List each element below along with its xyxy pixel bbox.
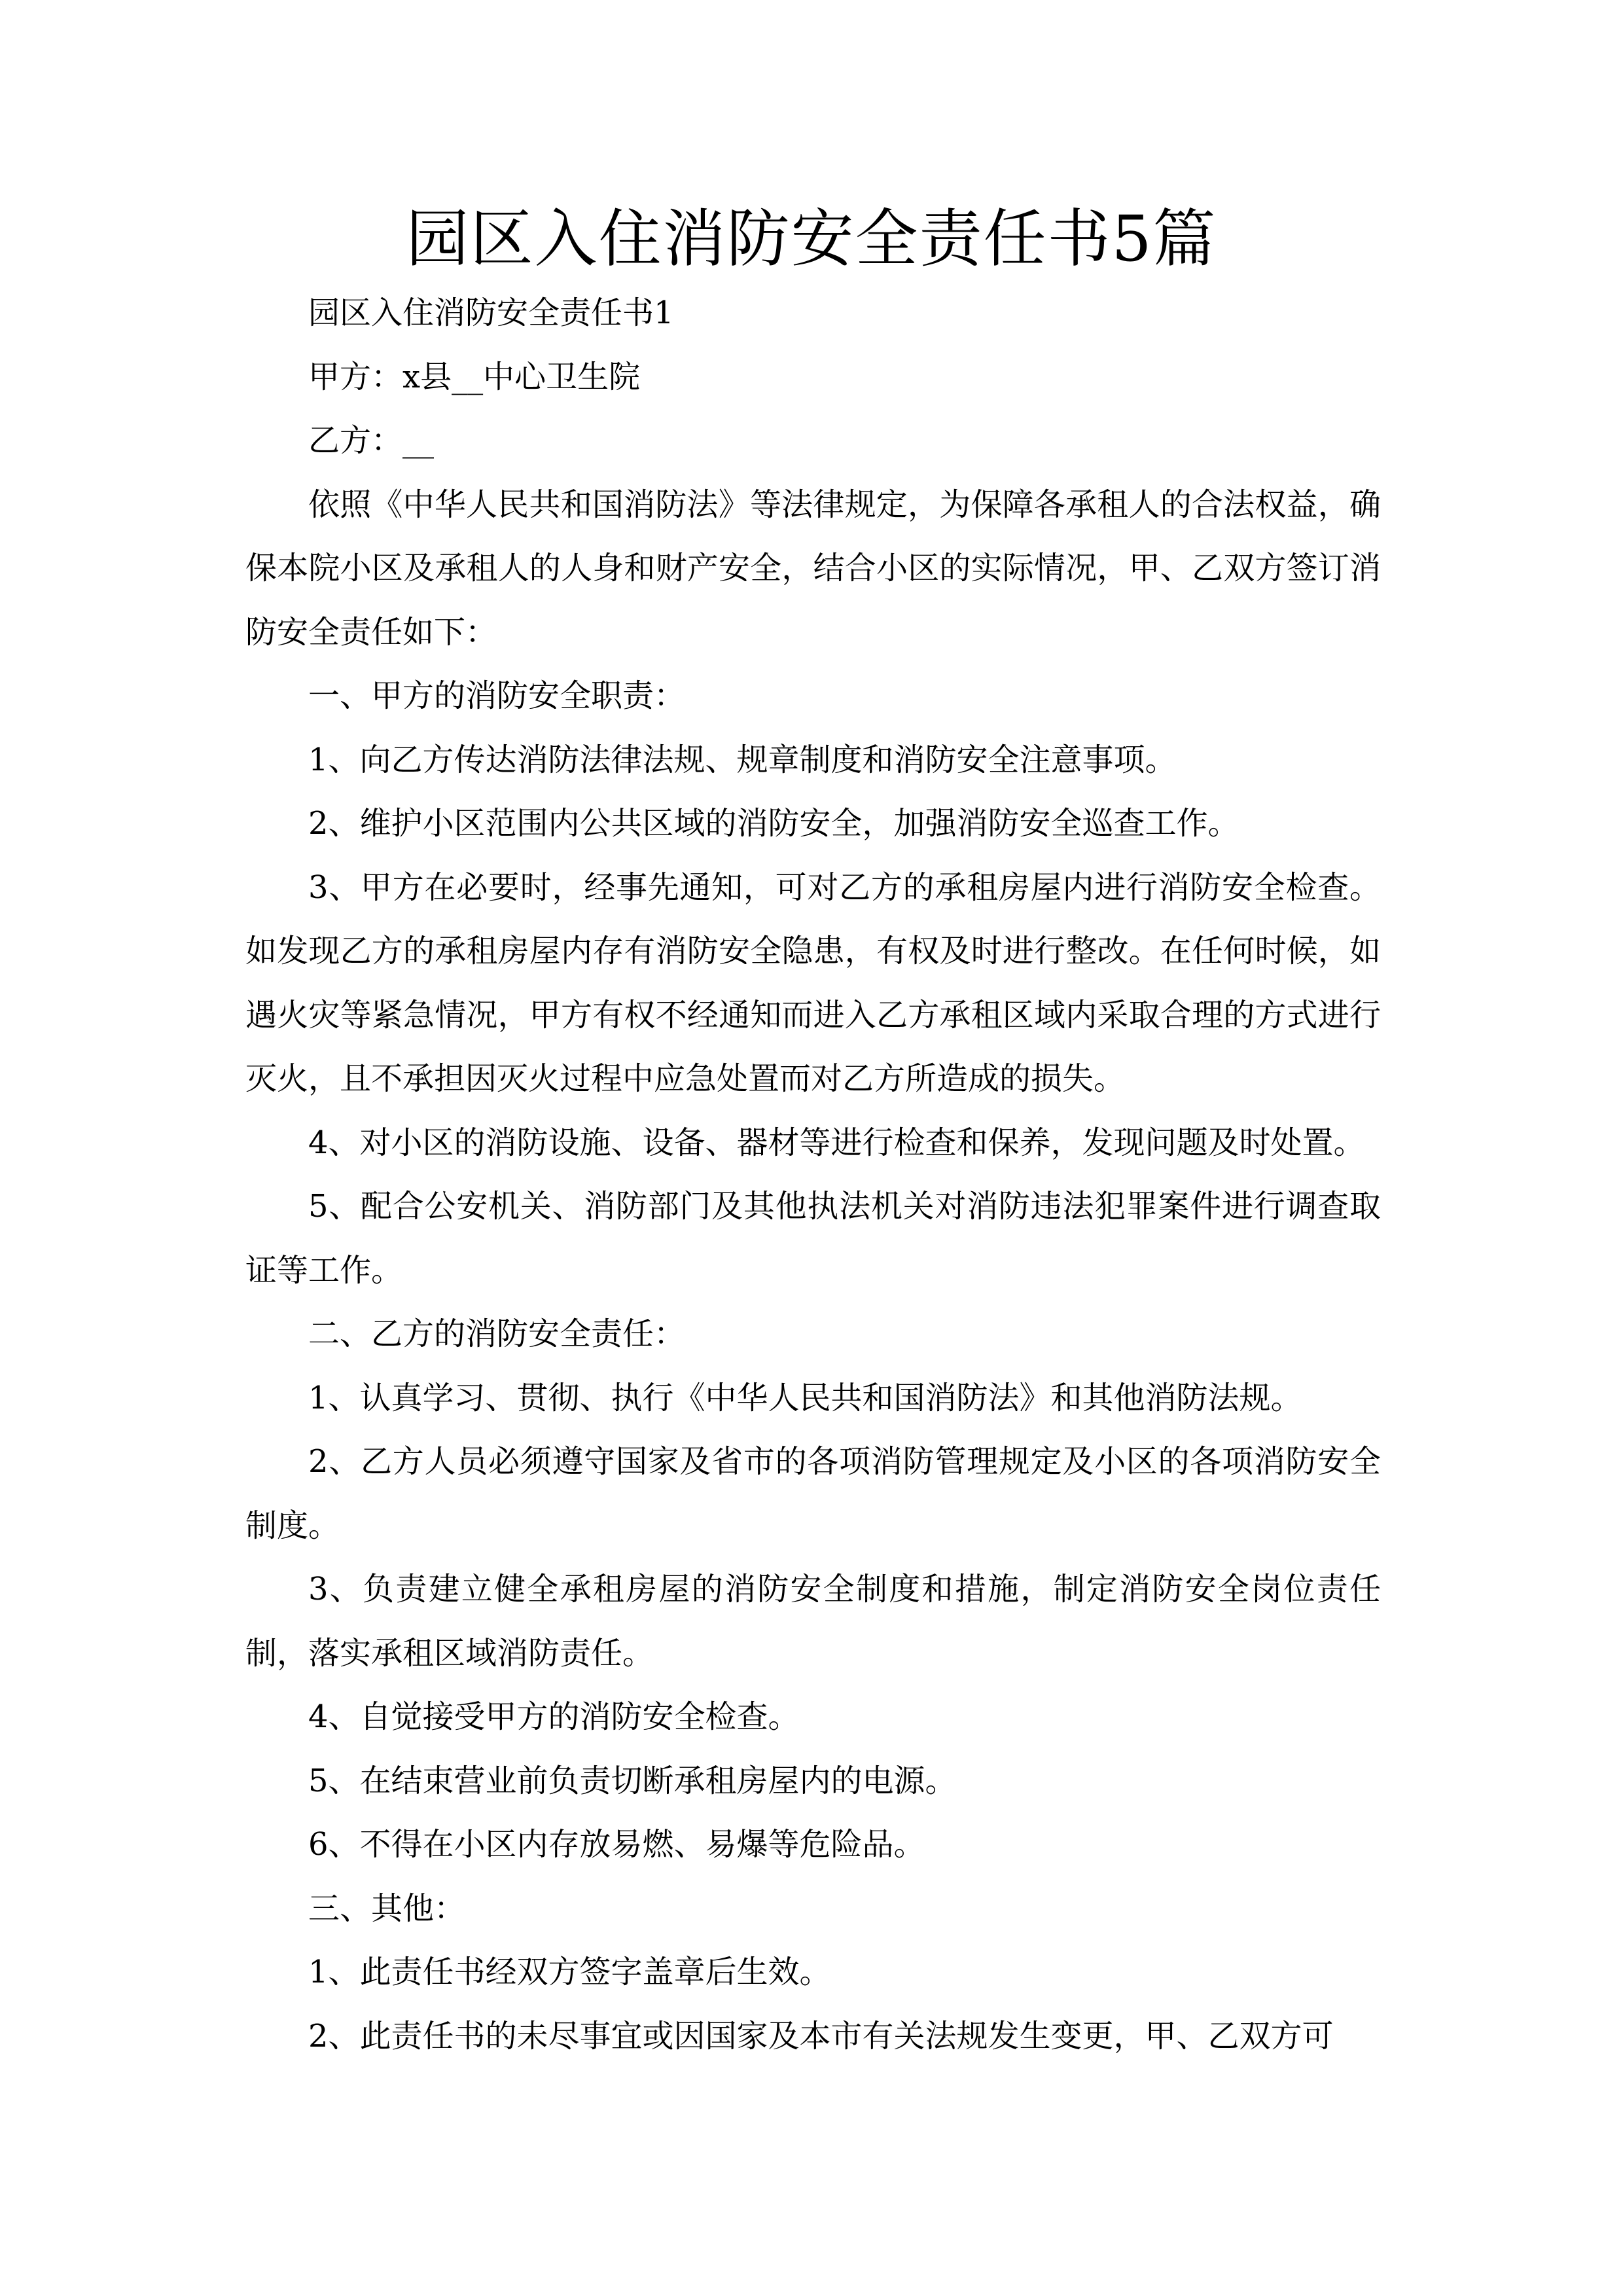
- clause-item: 1、向乙方传达消防法律法规、规章制度和消防安全注意事项。: [308, 741, 1177, 778]
- clause-item: 6、不得在小区内存放易燃、易爆等危险品。: [308, 1826, 925, 1863]
- section-heading-1: 园区入住消防安全责任书1: [308, 295, 674, 331]
- clause-item: 3、负责建立健全承租房屋的消防安全制度和措施，制定消防安全岗位责任制，落实承租区域消防责任。: [245, 1571, 1381, 1672]
- clause-heading-other: 三、其他：: [308, 1890, 466, 1927]
- clause-item: 2、乙方人员必须遵守国家及省市的各项消防管理规定及小区的各项消防安全制度。: [245, 1443, 1381, 1544]
- intro-paragraph: 依照《中华人民共和国消防法》等法律规定，为保障各承租人的合法权益，确保本院小区及承租人的人身和财产安全，结合小区的实际情况，甲、乙双方签订消防安全责任如下：: [245, 486, 1381, 651]
- clause-item: 4、自觉接受甲方的消防安全检查。: [308, 1698, 800, 1735]
- clause-heading-party-a: 一、甲方的消防安全职责：: [308, 677, 686, 714]
- clause-item: 5、在结束营业前负责切断承租房屋内的电源。: [308, 1762, 957, 1799]
- document-title: 园区入住消防安全责任书5篇: [406, 202, 1217, 276]
- clause-item: 2、维护小区范围内公共区域的消防安全，加强消防安全巡查工作。: [308, 805, 1240, 842]
- party-b-line: 乙方：__: [308, 422, 435, 459]
- clause-heading-party-b: 二、乙方的消防安全责任：: [308, 1316, 686, 1352]
- clause-item: 5、配合公安机关、消防部门及其他执法机关对消防违法犯罪案件进行调查取证等工作。: [245, 1188, 1381, 1289]
- clause-item: 4、对小区的消防设施、设备、器材等进行检查和保养，发现问题及时处置。: [308, 1124, 1365, 1161]
- party-a-line: 甲方：x县__中心卫生院: [308, 358, 641, 395]
- clause-item: 2、此责任书的未尽事宜或因国家及本市有关法规发生变更，甲、乙双方可: [308, 2017, 1334, 2054]
- clause-item: 1、此责任书经双方签字盖章后生效。: [308, 1954, 831, 1990]
- document-body: [245, 281, 1381, 2068]
- clause-item: 3、甲方在必要时，经事先通知，可对乙方的承租房屋内进行消防安全检查。如发现乙方的承租房屋内存有消防安全隐患，有权及时进行整改。在任何时候，如遇火灾等紧急情况，甲方有权不经通知而进入乙方承租区域内采取合理的方式进行灭火，且不承担因灭火过程中应急处置而对乙方所造成的损失。: [245, 869, 1381, 1097]
- clause-item: 1、认真学习、贯彻、执行《中华人民共和国消防法》和其他消防法规。: [308, 1379, 1302, 1416]
